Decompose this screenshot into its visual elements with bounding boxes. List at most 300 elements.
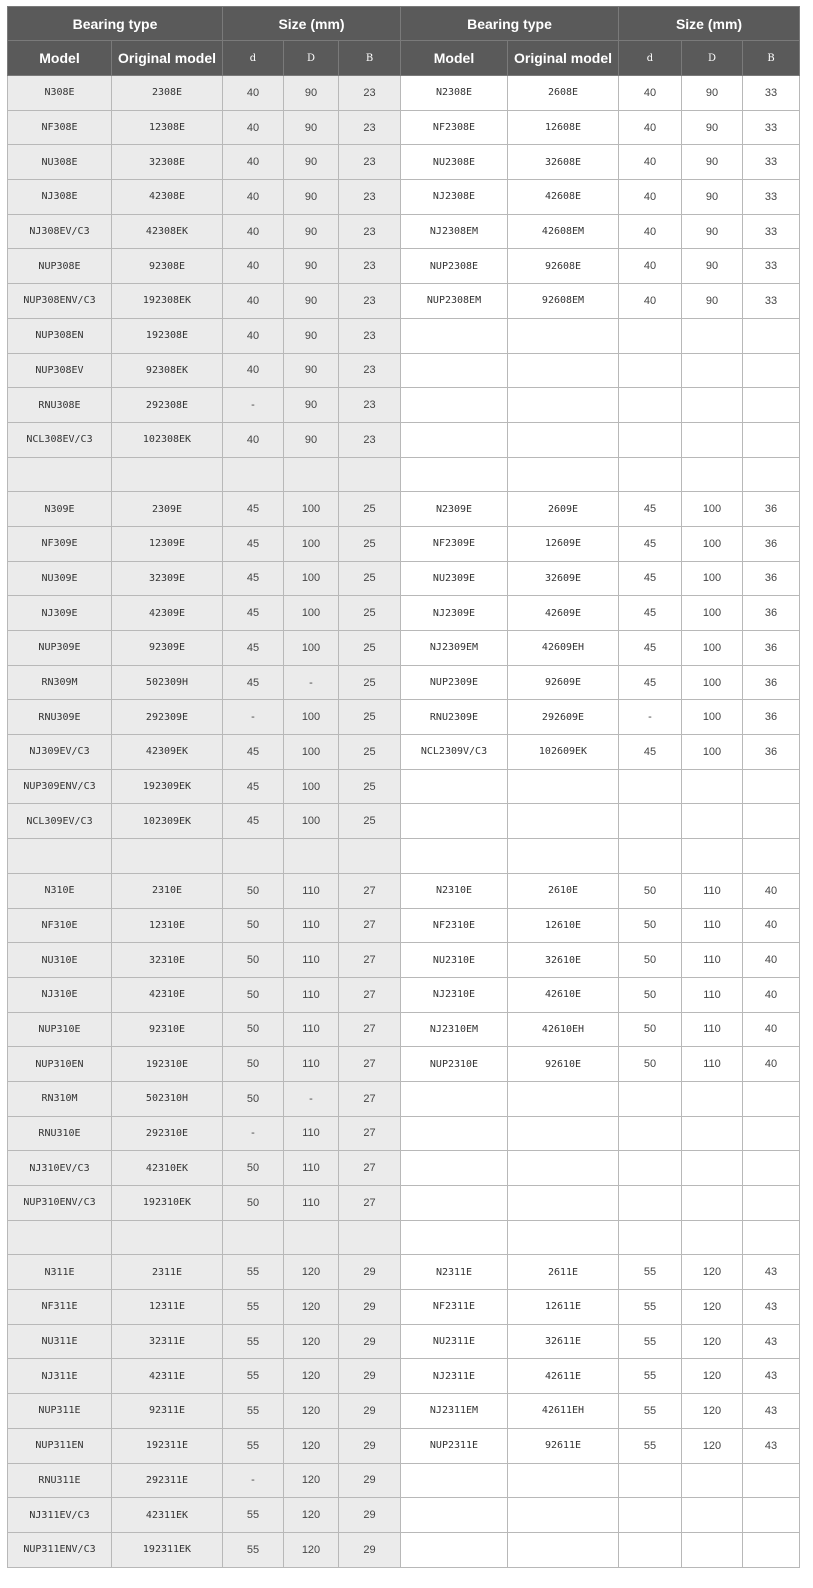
right-B-cell: 43 — [743, 1394, 800, 1429]
right-d-cell: 45 — [619, 526, 682, 561]
header-original-model-left: Original model — [112, 41, 223, 76]
left-B-cell — [339, 457, 401, 492]
right-d-cell: 55 — [619, 1428, 682, 1463]
left-d-cell — [223, 457, 284, 492]
left-model-cell: RNU311E — [8, 1463, 112, 1498]
table-row — [8, 422, 800, 457]
right-d-cell: 45 — [619, 631, 682, 666]
left-model-cell: RN309M — [8, 665, 112, 700]
right-original-model-cell — [508, 1081, 619, 1116]
left-original-model-cell: 12308E — [112, 110, 223, 145]
right-B-cell — [743, 318, 800, 353]
left-d-cell: 40 — [223, 249, 284, 284]
right-model-cell — [401, 318, 508, 353]
table-row — [8, 1255, 800, 1290]
right-original-model-cell: 92608EM — [508, 284, 619, 319]
right-d-cell: 45 — [619, 492, 682, 527]
table-row — [8, 1532, 800, 1567]
left-model-cell: NUP308EN — [8, 318, 112, 353]
header-size-left: Size (mm) — [223, 7, 401, 41]
right-B-cell — [743, 1151, 800, 1186]
right-original-model-cell: 12608E — [508, 110, 619, 145]
right-D-cell: 100 — [682, 492, 743, 527]
table-body — [8, 76, 800, 1568]
left-d-cell: 45 — [223, 526, 284, 561]
right-original-model-cell: 42610EH — [508, 1012, 619, 1047]
left-B-cell: 23 — [339, 76, 401, 111]
right-B-cell: 36 — [743, 492, 800, 527]
right-model-cell: NCL2309V/C3 — [401, 735, 508, 770]
left-d-cell: 40 — [223, 318, 284, 353]
table-row — [8, 1463, 800, 1498]
left-B-cell: 27 — [339, 1012, 401, 1047]
left-original-model-cell: 192308EK — [112, 284, 223, 319]
left-D-cell: 110 — [284, 873, 339, 908]
table-row — [8, 1498, 800, 1533]
right-D-cell — [682, 1498, 743, 1533]
left-D-cell: 120 — [284, 1359, 339, 1394]
left-B-cell: 27 — [339, 1151, 401, 1186]
left-B-cell: 25 — [339, 561, 401, 596]
left-original-model-cell: 42308E — [112, 180, 223, 215]
left-d-cell: 50 — [223, 1047, 284, 1082]
left-D-cell: 90 — [284, 145, 339, 180]
left-d-cell: 55 — [223, 1255, 284, 1290]
right-B-cell — [743, 353, 800, 388]
right-D-cell — [682, 1186, 743, 1221]
right-B-cell: 36 — [743, 665, 800, 700]
right-d-cell: 40 — [619, 180, 682, 215]
right-model-cell: NJ2308E — [401, 180, 508, 215]
right-B-cell: 43 — [743, 1359, 800, 1394]
left-B-cell: 23 — [339, 388, 401, 423]
left-B-cell: 29 — [339, 1498, 401, 1533]
right-D-cell: 110 — [682, 977, 743, 1012]
left-d-cell: 55 — [223, 1498, 284, 1533]
left-model-cell: NU311E — [8, 1324, 112, 1359]
left-d-cell — [223, 839, 284, 874]
left-model-cell: NJ310E — [8, 977, 112, 1012]
left-B-cell: 27 — [339, 977, 401, 1012]
table-row — [8, 735, 800, 770]
left-original-model-cell: 92311E — [112, 1394, 223, 1429]
left-model-cell: NUP310E — [8, 1012, 112, 1047]
right-B-cell — [743, 804, 800, 839]
right-D-cell — [682, 457, 743, 492]
table-row — [8, 908, 800, 943]
left-D-cell: 120 — [284, 1324, 339, 1359]
right-original-model-cell — [508, 1151, 619, 1186]
right-B-cell — [743, 388, 800, 423]
left-B-cell: 29 — [339, 1290, 401, 1325]
right-d-cell: 40 — [619, 76, 682, 111]
right-D-cell — [682, 769, 743, 804]
right-B-cell — [743, 422, 800, 457]
table-row — [8, 977, 800, 1012]
right-d-cell: 55 — [619, 1394, 682, 1429]
left-original-model-cell: 192311EK — [112, 1532, 223, 1567]
header-size-right: Size (mm) — [619, 7, 800, 41]
right-D-cell: 100 — [682, 561, 743, 596]
left-d-cell: 40 — [223, 214, 284, 249]
left-B-cell: 23 — [339, 110, 401, 145]
right-B-cell: 33 — [743, 284, 800, 319]
left-model-cell: NF310E — [8, 908, 112, 943]
right-d-cell: 40 — [619, 214, 682, 249]
left-original-model-cell: 502309H — [112, 665, 223, 700]
right-D-cell — [682, 1220, 743, 1255]
left-model-cell: NJ308E — [8, 180, 112, 215]
right-model-cell — [401, 769, 508, 804]
left-original-model-cell: 192311E — [112, 1428, 223, 1463]
left-B-cell: 25 — [339, 665, 401, 700]
right-model-cell: NF2309E — [401, 526, 508, 561]
right-model-cell — [401, 457, 508, 492]
left-model-cell: NUP310EN — [8, 1047, 112, 1082]
right-model-cell: N2311E — [401, 1255, 508, 1290]
right-d-cell: 40 — [619, 284, 682, 319]
left-model-cell: NUP308E — [8, 249, 112, 284]
table-row — [8, 561, 800, 596]
left-D-cell: - — [284, 665, 339, 700]
left-d-cell: - — [223, 1463, 284, 1498]
right-model-cell: N2309E — [401, 492, 508, 527]
right-d-cell: - — [619, 700, 682, 735]
table-row — [8, 839, 800, 874]
right-d-cell: 50 — [619, 1047, 682, 1082]
header-D-right: D — [682, 41, 743, 76]
right-original-model-cell — [508, 1498, 619, 1533]
left-D-cell: 90 — [284, 353, 339, 388]
left-B-cell: 25 — [339, 804, 401, 839]
right-d-cell: 40 — [619, 249, 682, 284]
right-B-cell: 33 — [743, 180, 800, 215]
right-original-model-cell: 42610E — [508, 977, 619, 1012]
right-original-model-cell: 292609E — [508, 700, 619, 735]
left-d-cell: 55 — [223, 1359, 284, 1394]
right-model-cell — [401, 1498, 508, 1533]
right-B-cell — [743, 1186, 800, 1221]
left-d-cell: 40 — [223, 110, 284, 145]
left-D-cell: 100 — [284, 804, 339, 839]
right-D-cell: 110 — [682, 908, 743, 943]
left-model-cell: NU308E — [8, 145, 112, 180]
right-d-cell — [619, 1498, 682, 1533]
left-D-cell: 110 — [284, 908, 339, 943]
table-row — [8, 804, 800, 839]
table-row — [8, 700, 800, 735]
left-model-cell: NUP308ENV/C3 — [8, 284, 112, 319]
right-model-cell — [401, 353, 508, 388]
left-B-cell: 23 — [339, 318, 401, 353]
right-D-cell: 90 — [682, 284, 743, 319]
left-original-model-cell: 192309EK — [112, 769, 223, 804]
left-original-model-cell: 42309EK — [112, 735, 223, 770]
left-d-cell — [223, 1220, 284, 1255]
left-original-model-cell: 32310E — [112, 943, 223, 978]
right-D-cell: 100 — [682, 665, 743, 700]
left-D-cell: 110 — [284, 1151, 339, 1186]
right-model-cell: NJ2309EM — [401, 631, 508, 666]
left-original-model-cell: 92310E — [112, 1012, 223, 1047]
right-D-cell — [682, 422, 743, 457]
table-row — [8, 665, 800, 700]
right-d-cell: 50 — [619, 943, 682, 978]
left-D-cell: - — [284, 1081, 339, 1116]
right-B-cell: 33 — [743, 110, 800, 145]
left-D-cell — [284, 839, 339, 874]
right-model-cell — [401, 1081, 508, 1116]
left-D-cell: 90 — [284, 249, 339, 284]
table-row — [8, 943, 800, 978]
right-model-cell — [401, 839, 508, 874]
right-d-cell: 45 — [619, 735, 682, 770]
right-d-cell — [619, 1186, 682, 1221]
left-D-cell: 100 — [284, 492, 339, 527]
left-model-cell: NUP311E — [8, 1394, 112, 1429]
left-model-cell: NUP311ENV/C3 — [8, 1532, 112, 1567]
left-original-model-cell: 42308EK — [112, 214, 223, 249]
left-original-model-cell: 292308E — [112, 388, 223, 423]
right-B-cell: 36 — [743, 526, 800, 561]
right-original-model-cell — [508, 318, 619, 353]
right-D-cell — [682, 1532, 743, 1567]
left-D-cell: 120 — [284, 1532, 339, 1567]
right-D-cell: 90 — [682, 76, 743, 111]
right-B-cell: 36 — [743, 596, 800, 631]
right-original-model-cell: 2608E — [508, 76, 619, 111]
table-row — [8, 1359, 800, 1394]
right-model-cell: NJ2310EM — [401, 1012, 508, 1047]
left-B-cell: 23 — [339, 249, 401, 284]
left-B-cell: 25 — [339, 492, 401, 527]
header-B-left: B — [339, 41, 401, 76]
right-d-cell: 50 — [619, 1012, 682, 1047]
right-d-cell: 55 — [619, 1324, 682, 1359]
table-row — [8, 526, 800, 561]
left-D-cell: 120 — [284, 1255, 339, 1290]
left-d-cell: 50 — [223, 1081, 284, 1116]
left-model-cell: RN310M — [8, 1081, 112, 1116]
left-D-cell: 100 — [284, 735, 339, 770]
right-B-cell: 43 — [743, 1255, 800, 1290]
left-B-cell: 23 — [339, 353, 401, 388]
right-B-cell — [743, 769, 800, 804]
right-original-model-cell: 2610E — [508, 873, 619, 908]
left-d-cell: 50 — [223, 1186, 284, 1221]
left-original-model-cell: 12311E — [112, 1290, 223, 1325]
right-D-cell: 100 — [682, 631, 743, 666]
table-row — [8, 1012, 800, 1047]
right-original-model-cell: 32611E — [508, 1324, 619, 1359]
left-model-cell: NCL308EV/C3 — [8, 422, 112, 457]
left-d-cell: 40 — [223, 284, 284, 319]
right-model-cell: NU2309E — [401, 561, 508, 596]
right-B-cell — [743, 1116, 800, 1151]
left-model-cell: NF309E — [8, 526, 112, 561]
table-row — [8, 873, 800, 908]
left-D-cell: 120 — [284, 1290, 339, 1325]
right-original-model-cell: 12609E — [508, 526, 619, 561]
header-row-groups — [8, 7, 800, 41]
left-d-cell: 50 — [223, 977, 284, 1012]
left-D-cell: 90 — [284, 422, 339, 457]
left-original-model-cell: 32311E — [112, 1324, 223, 1359]
left-original-model-cell: 292310E — [112, 1116, 223, 1151]
right-D-cell: 120 — [682, 1324, 743, 1359]
right-original-model-cell — [508, 1220, 619, 1255]
table-row — [8, 1151, 800, 1186]
right-model-cell — [401, 422, 508, 457]
left-B-cell: 27 — [339, 908, 401, 943]
left-model-cell: NCL309EV/C3 — [8, 804, 112, 839]
left-original-model-cell: 92308EK — [112, 353, 223, 388]
right-model-cell — [401, 1151, 508, 1186]
left-d-cell: 45 — [223, 735, 284, 770]
right-B-cell: 40 — [743, 977, 800, 1012]
left-original-model-cell: 92308E — [112, 249, 223, 284]
right-D-cell — [682, 388, 743, 423]
left-original-model-cell: 102309EK — [112, 804, 223, 839]
right-D-cell: 100 — [682, 596, 743, 631]
right-B-cell: 33 — [743, 145, 800, 180]
table-row — [8, 249, 800, 284]
left-D-cell — [284, 457, 339, 492]
right-D-cell: 110 — [682, 1012, 743, 1047]
left-d-cell: 40 — [223, 180, 284, 215]
left-original-model-cell: 42310E — [112, 977, 223, 1012]
left-B-cell: 27 — [339, 1186, 401, 1221]
left-D-cell: 120 — [284, 1394, 339, 1429]
right-B-cell: 40 — [743, 908, 800, 943]
left-D-cell: 90 — [284, 388, 339, 423]
left-B-cell: 27 — [339, 943, 401, 978]
table-row — [8, 388, 800, 423]
right-B-cell: 36 — [743, 631, 800, 666]
right-d-cell: 55 — [619, 1359, 682, 1394]
left-original-model-cell: 192308E — [112, 318, 223, 353]
left-B-cell: 27 — [339, 1081, 401, 1116]
right-original-model-cell — [508, 1116, 619, 1151]
left-d-cell: 45 — [223, 769, 284, 804]
left-original-model-cell: 42310EK — [112, 1151, 223, 1186]
right-d-cell — [619, 318, 682, 353]
left-D-cell: 90 — [284, 318, 339, 353]
header-bearing-type-left: Bearing type — [8, 7, 223, 41]
table-row — [8, 353, 800, 388]
left-d-cell: 40 — [223, 422, 284, 457]
right-D-cell: 120 — [682, 1428, 743, 1463]
right-d-cell: 50 — [619, 908, 682, 943]
right-D-cell: 100 — [682, 526, 743, 561]
left-model-cell: NUP308EV — [8, 353, 112, 388]
left-d-cell: 40 — [223, 353, 284, 388]
right-d-cell: 50 — [619, 873, 682, 908]
header-model-right: Model — [401, 41, 508, 76]
right-model-cell: NU2310E — [401, 943, 508, 978]
right-model-cell — [401, 1220, 508, 1255]
left-original-model-cell: 32308E — [112, 145, 223, 180]
left-model-cell: NF308E — [8, 110, 112, 145]
left-D-cell: 110 — [284, 1047, 339, 1082]
left-D-cell: 100 — [284, 631, 339, 666]
left-D-cell: 110 — [284, 1116, 339, 1151]
left-D-cell: 120 — [284, 1498, 339, 1533]
left-d-cell: - — [223, 388, 284, 423]
right-D-cell: 120 — [682, 1394, 743, 1429]
left-d-cell: 40 — [223, 76, 284, 111]
left-B-cell: 23 — [339, 284, 401, 319]
left-model-cell: NJ310EV/C3 — [8, 1151, 112, 1186]
right-D-cell: 90 — [682, 180, 743, 215]
left-model-cell — [8, 457, 112, 492]
left-B-cell: 25 — [339, 631, 401, 666]
bearing-table — [7, 6, 800, 1568]
right-model-cell — [401, 1186, 508, 1221]
left-d-cell: 55 — [223, 1532, 284, 1567]
right-original-model-cell: 42609E — [508, 596, 619, 631]
right-original-model-cell: 32608E — [508, 145, 619, 180]
left-model-cell: N308E — [8, 76, 112, 111]
right-original-model-cell: 92608E — [508, 249, 619, 284]
right-original-model-cell — [508, 804, 619, 839]
right-d-cell — [619, 1081, 682, 1116]
header-row-columns — [8, 41, 800, 76]
left-B-cell: 25 — [339, 769, 401, 804]
left-B-cell: 23 — [339, 145, 401, 180]
right-d-cell: 45 — [619, 596, 682, 631]
right-B-cell: 33 — [743, 249, 800, 284]
header-d-right: d — [619, 41, 682, 76]
header-B-right: B — [743, 41, 800, 76]
left-B-cell: 29 — [339, 1255, 401, 1290]
left-D-cell: 90 — [284, 76, 339, 111]
left-B-cell: 23 — [339, 180, 401, 215]
right-original-model-cell: 42608E — [508, 180, 619, 215]
left-model-cell: RNU309E — [8, 700, 112, 735]
right-original-model-cell — [508, 1186, 619, 1221]
table-row — [8, 769, 800, 804]
left-model-cell: NUP311EN — [8, 1428, 112, 1463]
left-d-cell: 55 — [223, 1428, 284, 1463]
right-original-model-cell: 102609EK — [508, 735, 619, 770]
left-model-cell: NJ311EV/C3 — [8, 1498, 112, 1533]
table-row — [8, 1116, 800, 1151]
right-model-cell: N2308E — [401, 76, 508, 111]
right-B-cell: 40 — [743, 873, 800, 908]
left-model-cell: N311E — [8, 1255, 112, 1290]
right-d-cell — [619, 1151, 682, 1186]
left-original-model-cell — [112, 457, 223, 492]
right-model-cell: NJ2309E — [401, 596, 508, 631]
left-model-cell: RNU310E — [8, 1116, 112, 1151]
right-D-cell — [682, 1116, 743, 1151]
right-D-cell — [682, 1151, 743, 1186]
right-original-model-cell — [508, 1532, 619, 1567]
right-model-cell: NJ2310E — [401, 977, 508, 1012]
left-B-cell: 29 — [339, 1324, 401, 1359]
right-model-cell: NJ2311EM — [401, 1394, 508, 1429]
right-original-model-cell: 42609EH — [508, 631, 619, 666]
right-model-cell: N2310E — [401, 873, 508, 908]
header-model-left: Model — [8, 41, 112, 76]
left-d-cell: 45 — [223, 561, 284, 596]
left-d-cell: - — [223, 700, 284, 735]
right-D-cell: 100 — [682, 735, 743, 770]
right-model-cell: NUP2308E — [401, 249, 508, 284]
right-d-cell — [619, 804, 682, 839]
left-model-cell: NJ308EV/C3 — [8, 214, 112, 249]
